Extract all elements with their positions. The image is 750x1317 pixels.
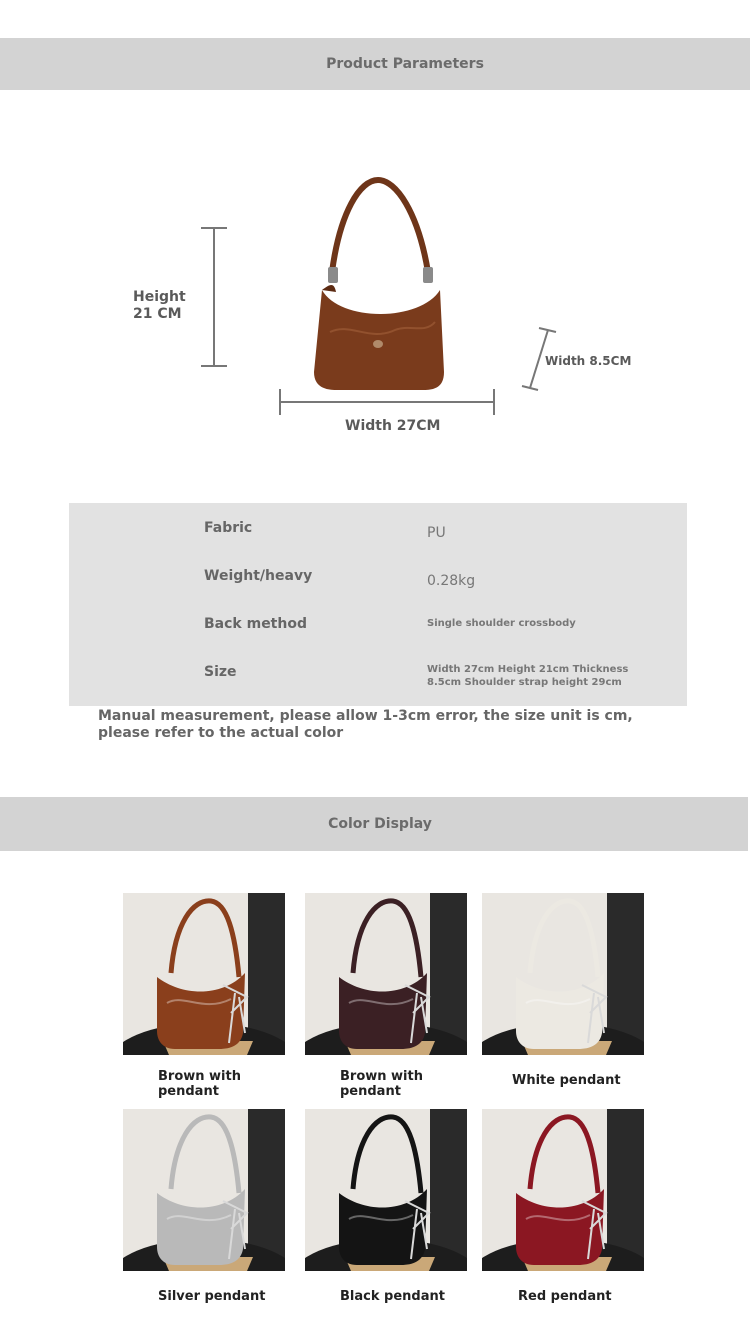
variant-photo[interactable] bbox=[305, 1109, 467, 1271]
height-line bbox=[213, 227, 215, 366]
variant-caption: Silver pendant bbox=[158, 1289, 266, 1304]
height-label: Height 21 CM bbox=[133, 289, 186, 322]
measurement-note: Manual measurement, please allow 1-3cm error, the size unit is cm, please refer to the actual color bbox=[98, 708, 633, 741]
variant-photo[interactable] bbox=[123, 1109, 285, 1271]
width-line-right-cap bbox=[493, 389, 495, 415]
spec-label-back-method: Back method bbox=[204, 616, 307, 632]
depth-label: Width 8.5CM bbox=[545, 354, 632, 368]
product-parameters-banner bbox=[0, 38, 750, 90]
variant-caption: Brown with pendant bbox=[340, 1069, 423, 1099]
spec-value-fabric: PU bbox=[427, 525, 446, 541]
variant-photo[interactable] bbox=[482, 1109, 644, 1271]
spec-label-size: Size bbox=[204, 664, 237, 680]
spec-label-weight: Weight/heavy bbox=[204, 568, 313, 584]
height-line-bottom-cap bbox=[201, 365, 227, 367]
variant-caption: Red pendant bbox=[518, 1289, 612, 1304]
variant-caption: White pendant bbox=[512, 1073, 621, 1088]
variant-photo[interactable] bbox=[305, 893, 467, 1055]
variant-photo[interactable] bbox=[482, 893, 644, 1055]
spec-value-back-method: Single shoulder crossbody bbox=[427, 618, 576, 629]
variant-caption: Black pendant bbox=[340, 1289, 445, 1304]
bag-image bbox=[300, 172, 460, 397]
width-line bbox=[279, 401, 494, 403]
spec-label-fabric: Fabric bbox=[204, 520, 253, 536]
variant-photo[interactable] bbox=[123, 893, 285, 1055]
spec-table bbox=[69, 503, 687, 706]
variant-caption: Brown with pendant bbox=[158, 1069, 241, 1099]
width-label: Width 27CM bbox=[345, 418, 441, 434]
spec-value-size: Width 27cm Height 21cm Thickness 8.5cm Shoulder strap height 29cm bbox=[427, 664, 629, 688]
spec-value-weight: 0.28kg bbox=[427, 573, 476, 589]
banner-title: Color Display bbox=[328, 816, 432, 832]
banner-title: Product Parameters bbox=[326, 56, 484, 72]
color-display-banner bbox=[0, 797, 748, 851]
